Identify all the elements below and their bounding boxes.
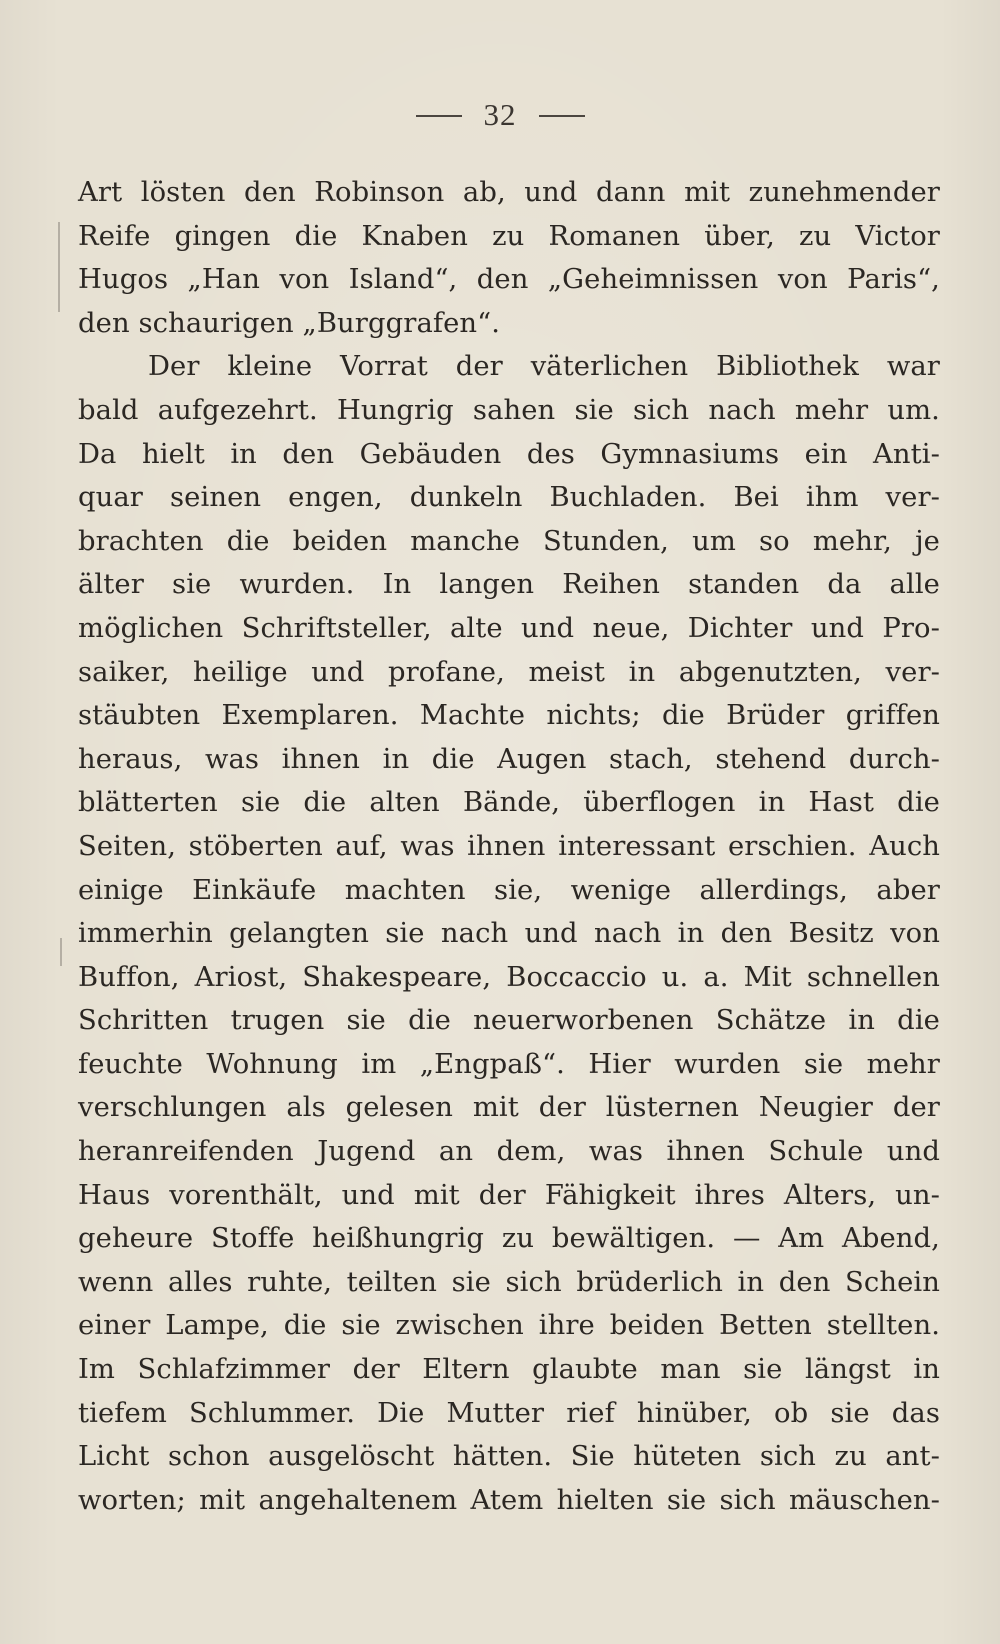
text-line-26: wenn alles ruhte, teilten sie sich brüderlich in den Schein xyxy=(78,1266,940,1298)
text-line-15: blätterten sie die alten Bände, überflogen in Hast die xyxy=(78,787,940,819)
text-line-10: älter sie wurden. In langen Reihen standen da alle xyxy=(78,569,940,601)
text-line-25: geheure Stoffe heißhungrig zu bewältigen. — Am Abend, xyxy=(78,1223,940,1255)
text-line-6: bald aufgezehrt. Hungrig sahen sie sich nach mehr um. xyxy=(78,394,940,426)
text-line-21: feuchte Wohnung im „Engpaß“. Hier wurden sie mehr xyxy=(78,1048,940,1080)
text-line-24: Haus vorenthält, und mit der Fähigkeit ihres Alters, un- xyxy=(78,1179,940,1211)
margin-line-mark xyxy=(60,938,62,966)
text-line-2: Reife gingen die Knaben zu Romanen über, zu Victor xyxy=(78,220,940,252)
text-line-29: tiefem Schlummer. Die Mutter rief hinüber, ob sie das xyxy=(78,1397,940,1429)
text-line-28: Im Schlafzimmer der Eltern glaubte man sie längst in xyxy=(78,1354,940,1386)
text-line-30: Licht schon ausgelöscht hätten. Sie hüteten sich zu ant- xyxy=(78,1441,940,1473)
text-line-8: quar seinen engen, dunkeln Buchladen. Bei ihm ver- xyxy=(78,482,940,514)
margin-line-mark xyxy=(58,222,60,312)
text-line-4: den schaurigen „Burggrafen“. xyxy=(78,307,501,339)
text-line-1: Art lösten den Robinson ab, und dann mit zunehmender xyxy=(78,177,940,208)
text-line-27: einer Lampe, die sie zwischen ihre beiden Betten stellten. xyxy=(78,1310,940,1342)
main-text xyxy=(78,171,940,1522)
text-line-16: Seiten, stöberten auf, was ihnen interessant erschien. Auch xyxy=(78,830,940,862)
text-line-12: saiker, heilige und profane, meist in abgenutzten, ver- xyxy=(78,656,940,688)
text-line-11: möglichen Schriftsteller, alte und neue, Dichter und Pro- xyxy=(78,612,940,644)
text-line-22: verschlungen als gelesen mit der lüsternen Neugier der xyxy=(78,1092,940,1124)
text-line-5: Der kleine Vorrat der väterlichen Bibliothek war xyxy=(148,351,940,383)
text-line-19: Buffon, Ariost, Shakespeare, Boccaccio u. a. Mit schnellen xyxy=(78,961,940,993)
text-line-7: Da hielt in den Gebäuden des Gymnasiums ein Anti- xyxy=(78,438,940,470)
page-header xyxy=(0,86,1000,142)
text-line-17: einige Einkäufe machten sie, wenige allerdings, aber xyxy=(78,874,940,906)
text-line-23: heranreifenden Jugend an dem, was ihnen Schule und xyxy=(78,1136,940,1168)
text-line-14: heraus, was ihnen in die Augen stach, stehend durch- xyxy=(78,743,940,775)
text-line-20: Schritten trugen sie die neuerworbenen Schätze in die xyxy=(78,1005,940,1037)
page-number: 32 xyxy=(483,96,517,132)
text-line-9: brachten die beiden manche Stunden, um so mehr, je xyxy=(78,525,940,557)
text-line-18: immerhin gelangten sie nach und nach in den Besitz von xyxy=(78,918,940,950)
text-line-31: worten; mit angehaltenem Atem hielten sie sich mäuschen- xyxy=(78,1484,940,1516)
text-line-3: Hugos „Han von Island“, den „Geheimnissen von Paris“, xyxy=(78,264,940,296)
left-dash xyxy=(416,115,462,117)
right-dash xyxy=(539,115,585,117)
text-line-13: stäubten Exemplaren. Machte nichts; die Brüder griffen xyxy=(78,700,940,732)
